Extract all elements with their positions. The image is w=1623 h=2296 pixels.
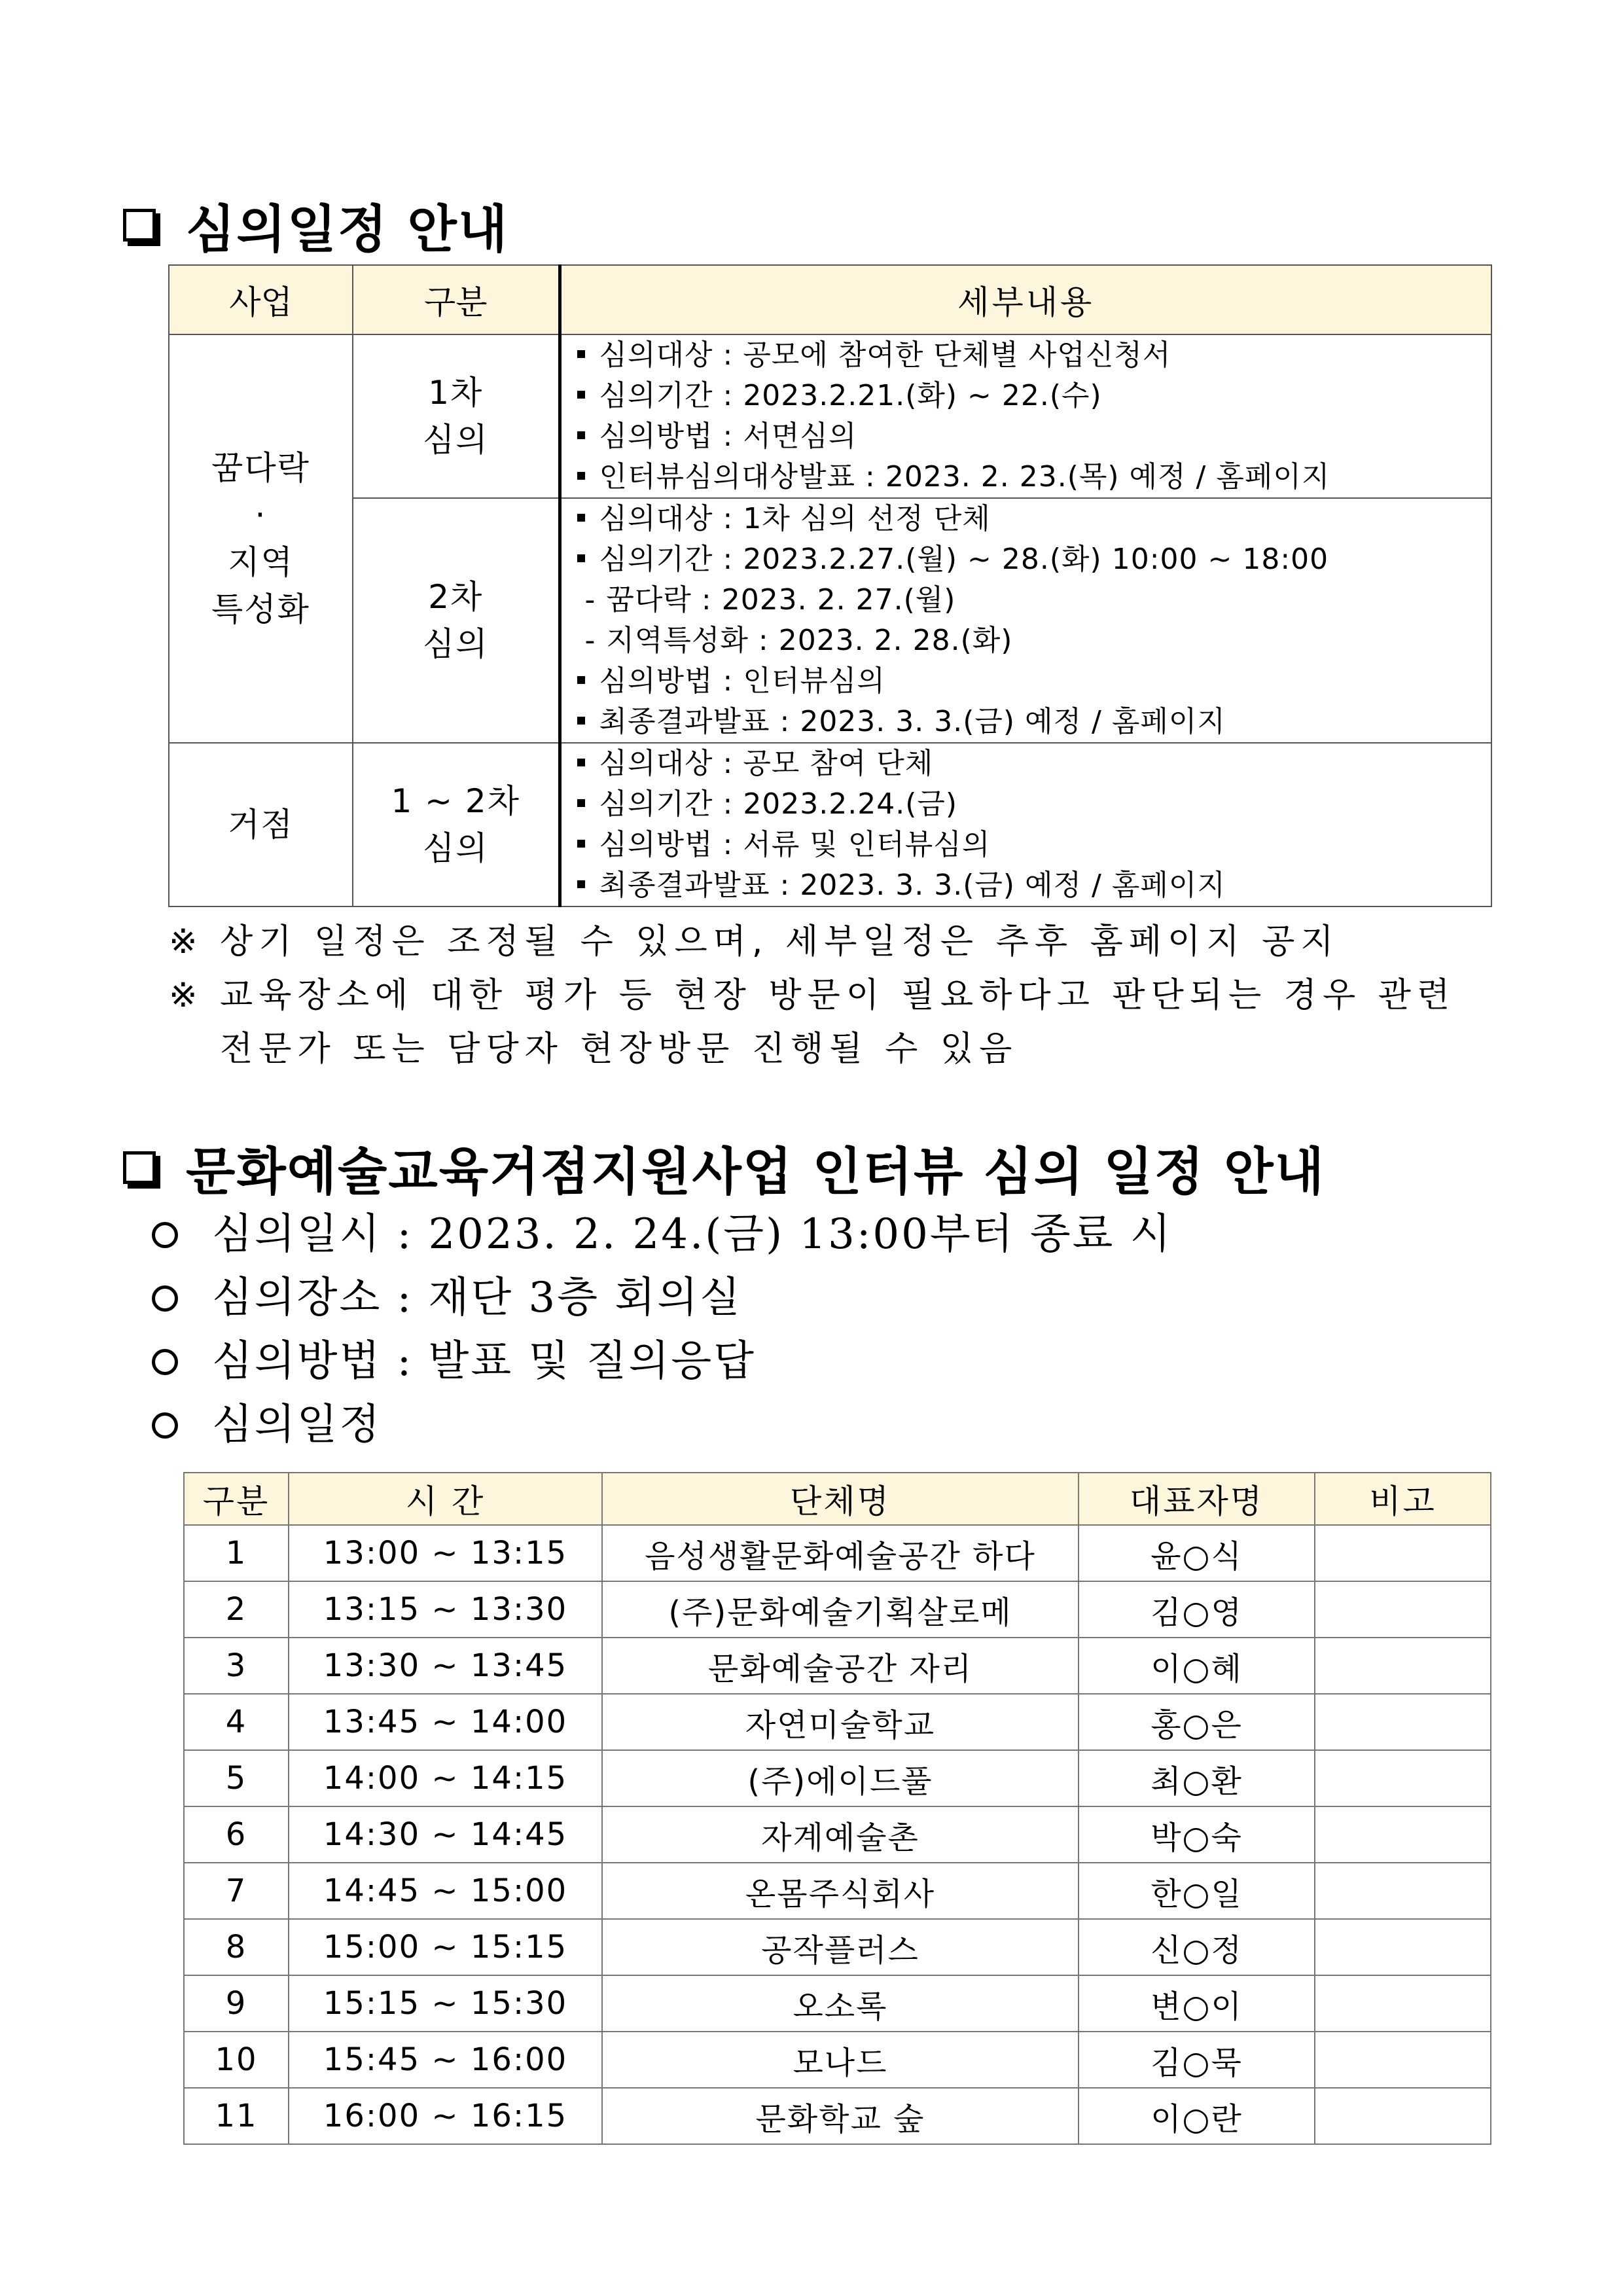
cell-no: 8	[184, 1919, 289, 1975]
notes	[169, 915, 1504, 1076]
detail-text: 심의대상 : 1차 심의 선정 단체	[599, 502, 991, 535]
cell-remarks	[1315, 1919, 1491, 1975]
cell-organization: 모나드	[602, 2032, 1079, 2088]
cell-representative: 이○혜	[1079, 1638, 1315, 1694]
header-time: 시 간	[289, 1473, 602, 1525]
detail-line	[575, 335, 1491, 376]
section-1-heading	[123, 188, 508, 262]
cell-organization: 음성생활문화예술공간 하다	[602, 1525, 1079, 1581]
detail-line	[575, 784, 1491, 825]
detail-text: 꿈다락 : 2023. 2. 27.(월)	[606, 583, 956, 617]
bullet-icon	[577, 350, 585, 358]
cell-representative: 변○이	[1079, 1975, 1315, 2032]
detail-line	[575, 744, 1491, 784]
list-item-text: 심의일시 : 2023. 2. 24.(금) 13:00부터 종료 시	[212, 1210, 1173, 1259]
detail-text: 심의방법 : 인터뷰심의	[599, 664, 885, 698]
table-row	[184, 1638, 1491, 1694]
round-cell	[353, 743, 560, 906]
cell-time: 13:00 ~ 13:15	[289, 1525, 602, 1581]
cell-organization: 문화학교 숲	[602, 2088, 1079, 2144]
detail-text: 심의기간 : 2023.2.21.(화) ~ 22.(수)	[599, 379, 1102, 412]
cell-no: 2	[184, 1581, 289, 1638]
detail-line	[575, 376, 1491, 416]
list-item	[152, 1393, 1173, 1457]
list-item	[152, 1330, 1173, 1393]
cell-organization: 문화예술공간 자리	[602, 1638, 1079, 1694]
cell-time: 15:00 ~ 15:15	[289, 1919, 602, 1975]
section-1-title: 심의일정 안내	[186, 200, 509, 259]
table-row	[184, 1525, 1491, 1581]
cell-no: 5	[184, 1750, 289, 1806]
round-cell	[353, 498, 560, 743]
circle-bullet-icon	[152, 1349, 178, 1375]
cell-time: 15:45 ~ 16:00	[289, 2032, 602, 2088]
interview-info-list	[152, 1203, 1173, 1457]
cell-organization: 공작플러스	[602, 1919, 1079, 1975]
dash-icon: -	[584, 624, 596, 657]
cell-organization: (주)에이드풀	[602, 1750, 1079, 1806]
list-item-text: 심의방법 : 발표 및 질의응답	[212, 1337, 757, 1386]
cell-representative: 이○란	[1079, 2088, 1315, 2144]
cell-no: 9	[184, 1975, 289, 2032]
cell-remarks	[1315, 1638, 1491, 1694]
list-item-text: 심의장소 : 재단 3층 회의실	[212, 1274, 742, 1322]
cell-time: 14:30 ~ 14:45	[289, 1806, 602, 1863]
detail-text: 인터뷰심의대상발표 : 2023. 2. 23.(목) 예정 / 홈페이지	[599, 460, 1330, 493]
table-row	[184, 1750, 1491, 1806]
business-name-line: 지역	[228, 543, 294, 581]
header-representative: 대표자명	[1079, 1473, 1315, 1525]
bullet-icon	[577, 840, 585, 848]
detail-text: 심의방법 : 서류 및 인터뷰심의	[599, 828, 991, 861]
round-label: 2차	[428, 578, 484, 616]
cell-organization: 오소록	[602, 1975, 1079, 2032]
note-text: 전문가 또는 담당자 현장방문 진행될 수 있음	[220, 1030, 1018, 1069]
cell-organization: 자계예술촌	[602, 1806, 1079, 1863]
cell-organization: 온몸주식회사	[602, 1863, 1079, 1919]
cell-representative: 윤○식	[1079, 1525, 1315, 1581]
circle-bullet-icon	[152, 1222, 178, 1248]
cell-time: 14:00 ~ 14:15	[289, 1750, 602, 1806]
interview-table-body	[184, 1525, 1491, 2144]
note-item	[169, 969, 1504, 1022]
bullet-icon	[577, 759, 585, 766]
checkbox-square-icon	[123, 209, 156, 242]
table-row	[184, 1581, 1491, 1638]
reference-mark-icon: ※	[169, 976, 204, 1015]
round-label: 1차	[428, 374, 484, 412]
cell-remarks	[1315, 2032, 1491, 2088]
cell-remarks	[1315, 1750, 1491, 1806]
cell-remarks	[1315, 2088, 1491, 2144]
bullet-icon	[577, 431, 585, 439]
details-cell	[560, 334, 1491, 498]
detail-line	[575, 825, 1491, 865]
checkbox-square-icon	[123, 1151, 156, 1184]
table-row	[184, 1975, 1491, 2032]
section-2-heading	[123, 1131, 1325, 1204]
header-category: 구분	[353, 265, 560, 334]
detail-line	[575, 499, 1491, 539]
cell-no: 11	[184, 2088, 289, 2144]
bullet-icon	[577, 514, 585, 522]
round-label: 1 ~ 2차	[391, 782, 521, 820]
table-header-row	[184, 1473, 1491, 1525]
detail-subline	[575, 620, 1491, 661]
table-row	[184, 1694, 1491, 1750]
business-cell	[169, 743, 353, 906]
table-row	[169, 334, 1491, 498]
bullet-icon	[577, 472, 585, 480]
bullet-icon	[577, 880, 585, 888]
business-name-line: 거점	[228, 806, 294, 844]
header-business: 사업	[169, 265, 353, 334]
list-item	[152, 1203, 1173, 1266]
header-details: 세부내용	[560, 265, 1491, 334]
details-cell	[560, 743, 1491, 906]
detail-text: 최종결과발표 : 2023. 3. 3.(금) 예정 / 홈페이지	[599, 869, 1226, 902]
table-header-row	[169, 265, 1491, 334]
cell-representative: 홍○은	[1079, 1694, 1315, 1750]
note-item	[169, 915, 1504, 969]
interview-schedule-table	[183, 1472, 1491, 2145]
cell-remarks	[1315, 1694, 1491, 1750]
table-row	[169, 743, 1491, 906]
circle-bullet-icon	[152, 1412, 178, 1439]
detail-line	[575, 661, 1491, 702]
detail-text: 심의방법 : 서면심의	[599, 420, 857, 453]
cell-time: 13:30 ~ 13:45	[289, 1638, 602, 1694]
cell-representative: 김○묵	[1079, 2032, 1315, 2088]
header-organization: 단체명	[602, 1473, 1079, 1525]
business-name-line: 특성화	[211, 590, 310, 628]
detail-line	[575, 457, 1491, 497]
cell-representative: 한○일	[1079, 1863, 1315, 1919]
note-continuation	[169, 1022, 1504, 1076]
bullet-icon	[577, 676, 585, 684]
cell-remarks	[1315, 1806, 1491, 1863]
bullet-icon	[577, 391, 585, 399]
note-text: 상기 일정은 조정될 수 있으며, 세부일정은 추후 홈페이지 공지	[220, 922, 1340, 961]
detail-text: 심의대상 : 공모 참여 단체	[599, 747, 934, 780]
business-cell	[169, 334, 353, 743]
cell-no: 7	[184, 1863, 289, 1919]
detail-text: 심의대상 : 공모에 참여한 단체별 사업신청서	[599, 338, 1171, 372]
detail-text: 지역특성화 : 2023. 2. 28.(화)	[606, 624, 1013, 657]
cell-time: 15:15 ~ 15:30	[289, 1975, 602, 2032]
detail-subline	[575, 580, 1491, 620]
table-row	[184, 2032, 1491, 2088]
section-2-title: 문화예술교육거점지원사업 인터뷰 심의 일정 안내	[186, 1143, 1325, 1202]
cell-representative: 최○환	[1079, 1750, 1315, 1806]
detail-line	[575, 539, 1491, 580]
note-text: 교육장소에 대한 평가 등 현장 방문이 필요하다고 판단되는 경우 관련	[220, 976, 1456, 1015]
bullet-icon	[577, 799, 585, 807]
list-item	[152, 1266, 1173, 1330]
cell-remarks	[1315, 1975, 1491, 2032]
detail-text: 심의기간 : 2023.2.27.(월) ~ 28.(화) 10:00 ~ 18:00	[599, 543, 1329, 576]
round-label: 심의	[422, 421, 489, 459]
cell-representative: 신○정	[1079, 1919, 1315, 1975]
business-name-line: 꿈다락	[211, 449, 310, 487]
cell-no: 4	[184, 1694, 289, 1750]
round-label: 심의	[422, 829, 489, 867]
cell-time: 16:00 ~ 16:15	[289, 2088, 602, 2144]
table-row	[184, 1806, 1491, 1863]
table-row	[184, 1863, 1491, 1919]
cell-remarks	[1315, 1581, 1491, 1638]
cell-no: 3	[184, 1638, 289, 1694]
business-name-line: ·	[255, 496, 267, 534]
cell-no: 10	[184, 2032, 289, 2088]
header-remarks: 비고	[1315, 1473, 1491, 1525]
cell-representative: 김○영	[1079, 1581, 1315, 1638]
cell-representative: 박○숙	[1079, 1806, 1315, 1863]
detail-line	[575, 416, 1491, 457]
cell-time: 13:45 ~ 14:00	[289, 1694, 602, 1750]
table-row	[169, 498, 1491, 743]
header-no: 구분	[184, 1473, 289, 1525]
cell-remarks	[1315, 1525, 1491, 1581]
bullet-icon	[577, 717, 585, 725]
review-schedule-table	[168, 264, 1492, 907]
detail-line	[575, 865, 1491, 906]
cell-time: 14:45 ~ 15:00	[289, 1863, 602, 1919]
cell-remarks	[1315, 1863, 1491, 1919]
bullet-icon	[577, 554, 585, 562]
dash-icon: -	[584, 583, 596, 617]
cell-no: 1	[184, 1525, 289, 1581]
table-row	[184, 2088, 1491, 2144]
detail-text: 최종결과발표 : 2023. 3. 3.(금) 예정 / 홈페이지	[599, 705, 1226, 738]
table-row	[184, 1919, 1491, 1975]
circle-bullet-icon	[152, 1285, 178, 1312]
round-cell	[353, 334, 560, 498]
round-label: 심의	[422, 625, 489, 663]
details-cell	[560, 498, 1491, 743]
list-item-text: 심의일정	[212, 1401, 382, 1449]
cell-organization: (주)문화예술기획살로메	[602, 1581, 1079, 1638]
detail-text: 심의기간 : 2023.2.24.(금)	[599, 787, 958, 821]
detail-line	[575, 702, 1491, 742]
cell-time: 13:15 ~ 13:30	[289, 1581, 602, 1638]
reference-mark-icon: ※	[169, 922, 204, 961]
cell-organization: 자연미술학교	[602, 1694, 1079, 1750]
cell-no: 6	[184, 1806, 289, 1863]
